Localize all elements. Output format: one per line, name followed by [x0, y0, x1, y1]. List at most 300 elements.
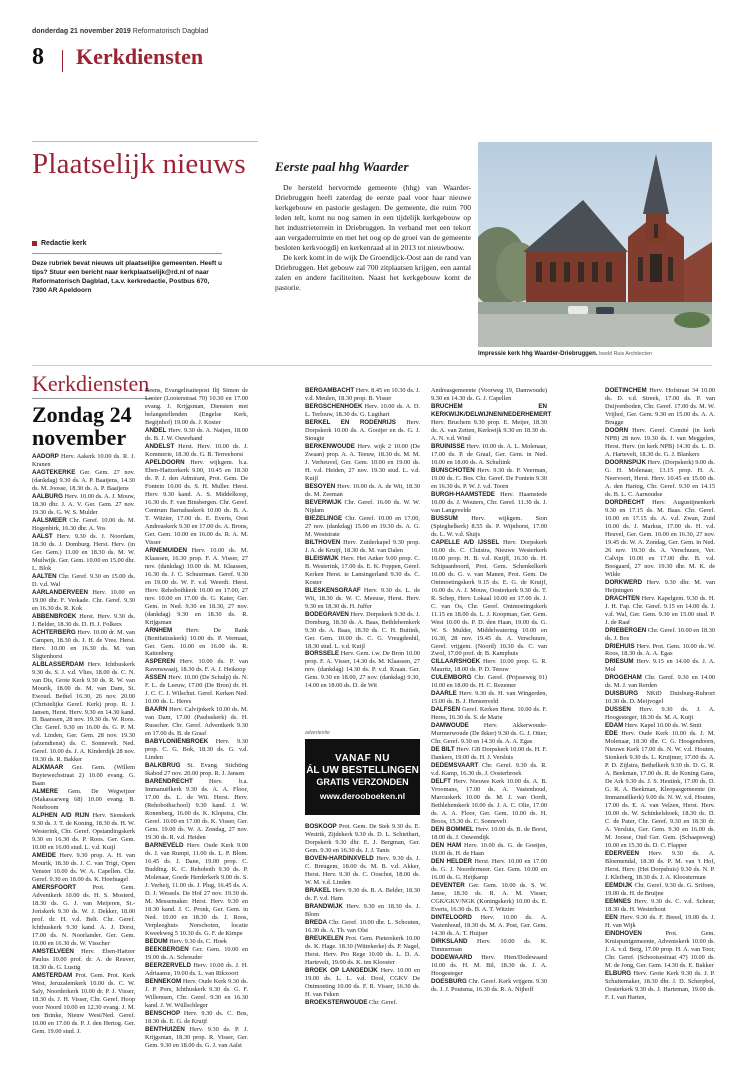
service-listing-entry	[305, 887, 420, 903]
place-name: BERGSCHENHOEK	[305, 402, 363, 410]
place-name: CULEMBORG	[431, 674, 472, 682]
service-details: Ger. Gem. 27 nov. (dankdag) 9.30 ds. A. P. Baaijens, 14.30 ds. M. Joosse, 18.30 ds. A. P. Baaijens	[32, 468, 135, 492]
ad-line-2: ÁL UW BESTELLINGEN	[306, 764, 419, 776]
section-title: Plaatselijk nieuws	[32, 148, 246, 180]
service-details: Herv. Akkerwoude-Murmerwoude (De Ikker) 9.30 ds. G. J. Otter, Chr. Geref. 9.30 en 14.30 ds. A. A. Egas	[431, 722, 547, 746]
service-listing-entry	[605, 579, 715, 595]
service-listing-entry	[145, 427, 248, 443]
service-details: Chr. Geref. 9.30 ds. G. Srifoen, 19.00 ds. H. de Bruijne	[605, 882, 716, 898]
service-listing-entry	[605, 627, 715, 643]
service-listing-entry	[305, 823, 420, 855]
church-impression-image	[478, 142, 712, 347]
service-details: Herv. Kapel 10.00 ds. W. Smit	[624, 722, 702, 730]
place-name: CAPELLE A/D IJSSEL	[431, 538, 500, 546]
masthead-date: donderdag 21 november 2019	[32, 28, 131, 35]
service-details: Chr. Geref. 10.00 ds. M. Hogenbirk, 16.30 dhr. A. Vos	[32, 516, 136, 532]
place-name: BREUKELEN	[305, 934, 344, 942]
service-listing-entry	[32, 493, 135, 517]
service-details: Chr. Geref. 16.00 ds. W. W. Nijdam	[305, 498, 420, 514]
redactie-box	[32, 240, 258, 295]
service-listing-entry	[431, 515, 547, 539]
service-details: Herv. 9.30 ds. J. A. Hoogesteger, 18.30 ds. M. A. Kuijt	[605, 706, 716, 722]
service-listing-entry	[32, 661, 135, 765]
service-listing-entry	[145, 1026, 248, 1050]
service-listing-entry	[32, 469, 135, 493]
listing-column-1	[32, 453, 135, 1036]
place-name: EDAM	[605, 722, 624, 730]
place-name: BERGAMBACHT	[305, 387, 355, 394]
listing-column-4	[431, 387, 552, 994]
place-name: DAARLE	[431, 690, 457, 698]
service-listing-entry	[431, 746, 547, 762]
redactie-rule	[32, 253, 222, 254]
section-rule	[32, 141, 258, 142]
service-details: Herv. Aakerk 10.00 ds. R. J. Kranen	[32, 453, 135, 468]
service-listing-entry	[605, 658, 715, 674]
place-name: EEMNES	[605, 898, 632, 905]
service-details: Herv. 10.00 ds. J. H. Adriaanse, 19.00 ds. L. van Rikxoort	[145, 961, 248, 977]
service-details: Chr. Geref. 9.30 ds. R. v.d. Kamp, 16.30 ds. J. Oosterbroek	[431, 762, 547, 778]
service-details: Herv. 9.30 ds. F. Breed, 19.00 ds. J. H. van Wijk	[605, 913, 716, 929]
place-name: ANDELST	[145, 442, 175, 450]
service-details: Prot. Gem. Kruispuntgemeente, Adventskerk 10.00 ds. J. A. v.d. Berg, 17.00 prop. H. A. van Toor, Chr. Geref. (Schootsestraat 47) 10.00 ds. M. de Jong, Ger. Gem. 14.30 ds. E. Bakker	[605, 929, 715, 969]
rubric-header	[32, 44, 712, 84]
service-listing-entry	[305, 587, 420, 611]
place-name: DORKWERD	[605, 578, 643, 586]
service-listing-entry	[605, 722, 715, 730]
place-name: DOETINCHEM	[605, 387, 647, 394]
service-listing-entry	[145, 706, 248, 738]
service-details: Herv. 8.45 en 10.30 ds. J. v.d. Meulen, 18.30 prop. B. Visser	[305, 387, 421, 402]
ad-line-3: GRATIS VERZONDEN	[316, 776, 409, 787]
service-listing-entry	[32, 533, 135, 573]
square-bullet-icon	[32, 241, 37, 246]
place-name: AALSMEER	[32, 516, 67, 524]
place-name: EDE	[605, 730, 618, 738]
service-details: Herv. 10.00 ds. A. J. Mouw, 18.30 dhr. J. A. V. Ger. Gem. 27 nov. 19.30 ds. G. W. S. Mulder	[32, 492, 135, 516]
place-name: ALPHEN A/D RIJN	[32, 812, 90, 820]
service-details: Herv. 9.30 ds. A. Bloemendal, 18.30 ds. P. M. van 't Hof, Herst. Herv. (Het Dorpshuis) 9.30 ds. N. P. J. Kleiberg, 18.30 ds. J. A. Kloosterman	[605, 850, 715, 882]
place-name: ELBURG	[605, 969, 632, 977]
service-details: Herv. Nieuwe Kerk 10.00 ds. A. B. Vroomans, 17.00 ds. A. Vastenhoud, Marcuskerk 10.00 ds. M. J. van Oordt, Bethlehemkerk 10.00 ds. J. A. C. Olie, 17.00 ds. A. A. Floor, Ger. Gem. 10.00 ds. H. Broos, 15.30 ds. C. Sonnevelt	[431, 778, 547, 826]
place-name: DE BILT	[431, 746, 455, 754]
place-name: DRIESUM	[605, 658, 634, 666]
service-listing-entry	[145, 938, 248, 946]
service-listing-entry	[32, 852, 135, 884]
service-details: Herv. 9.30 prop. A. H. van Mourik, 18.30 ds. J. C. van Trigt, Open Venster 10.00 ds. W. A. Capellen. Chr. Geref. 9.30 en 18.00 ds. K. Hoefnagel	[32, 852, 135, 884]
service-listing-entry	[605, 459, 715, 499]
place-name: BENSCHOP	[145, 1009, 181, 1017]
place-name: DRIEBERGEN	[605, 626, 647, 634]
service-listing-entry	[305, 903, 420, 919]
service-details: Chr. Geref. 10.00 en 17.00, 27 nov. (dankdag) 15.00 en 19.30 ds. A. G. M. Weststrate	[305, 514, 420, 538]
service-details: St. Evang. Stichting Ikabod 27 nov. 20.00 prop. R. J. Jansen	[145, 762, 248, 778]
service-details: Herv. b.a. Immanuëlkerk 9.30 ds. A. A. Floor, 17.00 ds. L. de Wit. Herst. Herv. (Rehobothschool) 9.30 kand. J. W. Ronenberg, 16.00 ds. K. Klopstra, Chr. Geref. 10.00 en 17.00 ds. K. Visser, Ger. Gem. 19.00 ds. W. A. Zondag, 27 nov. 19.30 ds. R. v.d. Heiden	[145, 778, 248, 842]
place-name: BERKENWOUDE	[305, 442, 355, 450]
service-details: Herv. 9.30 ds. H. van Wingerden, 15.00 ds. B. J. Hensenveld	[431, 690, 547, 706]
service-details: Ger. Gem. 10.00 ds. S. W. Janse, 18.30 ds. R. A. M. Visser, CGK/GKV/NGK (Koningskerk) 10.00 ds. E. Everts, 16.30 ds. B. A. T. Witzier	[431, 882, 547, 913]
place-name: AARLANDERVEEN	[32, 588, 88, 596]
rubric-title: Kerkdiensten	[76, 44, 204, 69]
service-details: Herv. 9.30 ds. J. C. Breugem, 18.00 ds. M. B. v.d. Akker, Herst. Herv. 9.30 ds. C. Ooschot, 18.00 ds. W. M. v.d. Linden	[305, 854, 420, 886]
place-name: BENNEKOM	[145, 977, 182, 985]
service-details: Chr. Geref. Kerk vrijgem. 9.30 ds. J. J. Poutsma, 16.30 ds. R. A. Nijhoff	[431, 977, 547, 993]
service-details: Herv. 9.30 ds. P. Veerman, 19.00 ds. C. Bos. Chr. Geref. De Fontein 9.30 en 16.30 ds. P. W. J. v.d. Toorn	[431, 466, 547, 490]
service-details: Herv. Bruchem 9.30 prop. E. Meijer, 18.30 ds. A. van Zetten, Kerkwijk 9.30 en 18.30 ds. A. N. v.d. Wind	[431, 418, 547, 442]
place-name: BEERZERVELD	[145, 961, 191, 969]
place-name: DEN HAM	[431, 842, 462, 850]
place-name: ACHTERBERG	[32, 628, 76, 636]
service-details: Herv. Grote Kerk 9.30 ds. J. P. Schuitemaker, 18.30 dhr. J. D. Scherpbol, Oosterkerk 9.30 ds. J. Harteman, 19.00 ds. F. J. van Harten,	[605, 969, 715, 1001]
service-details: Herv. wijk 2 10.00 (De Zwaan) prop. A. A. Teeuw, 18.30 ds. M. M. J. Verheuvel, Ger. Gem. 10.00 en 19.00 ds. H. v.d. Heiden, 27 nov. 19.30 stud. L. v.d. Kuijl	[305, 442, 420, 482]
place-name: BROEKSTERWOUDE	[305, 998, 368, 1006]
redactie-label	[32, 240, 258, 247]
place-name: DINTELOORD	[431, 913, 472, 921]
place-name: BRAKEL	[305, 886, 331, 894]
service-details: Herv. 9.30 ds. L. de Wit, 18.30 ds. W. C. Meeuse, Herst. Herv. 9.30 en 18.30 ds. H. Juffer	[305, 586, 420, 610]
service-listing-entry	[431, 491, 547, 515]
service-details: Herv. Eben-Haëzer Paulus 10.00 prof. dr. A. de Reuver, 18.30 ds. G. Lustig	[32, 948, 135, 971]
place-name: DORDRECHT	[605, 498, 645, 506]
service-details: Herv. 10.00 ds. P. van Ravenswaaij, 18.30 ds. F. A. J. Heikoop	[145, 658, 248, 674]
service-details: Herv. Gem. i.w. De Bron 10.00 prop. F. A. Visser, 14.30 ds. M. Klaassen, 27 nov. (dankdag) 14.30 ds. P. v.d. Kraan. Ger. Gem. 9.30 en 18.00, 27 nov. (dankdag) 9.30, 14.00 en 18.00 ds. D. de Wit	[305, 650, 420, 690]
service-details: Herv. 9.30 en 18.30 ds. J. Blom	[305, 902, 421, 918]
service-details: Herv. wijkgem. Sion (Spieghelkerk) 8.55 ds. P. Wijnhorst, 17.00 ds. L. W. v.d. Sluijs	[431, 514, 547, 538]
service-listing-entry	[32, 453, 135, 469]
service-details: Chr. Geref. 10.00 dhr. L. Schouten, 16.30 ds. A. Th. van Olst	[305, 918, 420, 934]
service-listing-entry	[32, 788, 135, 812]
advertisement-banner[interactable]	[305, 739, 420, 815]
service-details: Herv. Ichthuskerk 9.30 ds. S. J. v.d. Vlies, 18.00 ds. C. N. van Dis, Grote Kerk 9.30 ds. R. W. van Mourik, 18.00 ds. M. van Dam, St. Ewoud. Bethel 16.30, 26 nov. 20.00 (Christelijke Geref. Kerk) prop. R. J. Jansen, Herst. Herv. 9.30 en 14.30 kand. D. Baarssen, 28 nov. 19.30 ds. W. Roos. Chr. Geref. 9.30 en 16.00 ds. G. P. M. v.d. Linden, Ger. Gem. 28 nov. 19.30 (afzendienst) ds. C. Sonnevelt. Ned. Geref. 10.00 ds. J. A. Kinderdijk 28 nov. 19.30 ds. R. Bakker	[32, 660, 135, 764]
service-details: Prot. Gem. Adventkerk 10.00 ds. H. S. Mosterd, 18.30 ds. G. J. van Meijeren, St.-Joriskerk 9.30 ds. W. J. Dekker, 18.00 prof. dr. H. v.d. Belt. Chr. Geref. Ichthuskerk 9.30 kand. A. J. Dorst, 17.00 ds. N. Noorlander. Ger. Gem. 10.00 en 16.30 ds. W. Visscher	[32, 884, 135, 948]
service-details: Chr. Geref. 9.30 en 15.00 ds. D. v.d. Wal	[32, 572, 135, 588]
place-name: BUSSUM	[431, 514, 458, 522]
place-name: DOORNSPIJK	[605, 458, 646, 466]
service-details: Ger. Gem. (Willem Buytewechstraat 2) 10.00 evang. G. Baan	[32, 764, 136, 788]
service-listing-entry	[431, 882, 547, 914]
service-listing-entry	[431, 954, 547, 978]
service-listing-entry	[605, 930, 715, 970]
service-listing-entry	[431, 443, 547, 467]
service-details: Herst. Herv. 10.00 ds. J. Kommerie, 18.30 ds. G. B. Terreehorst	[145, 442, 248, 458]
service-listing-entry	[305, 919, 420, 935]
service-listing-entry	[145, 762, 248, 778]
service-listing-entry	[431, 778, 547, 826]
service-details: Herv. 9.30 ds. P. J. Krijgsman, 18.30 prop. R. Visser, Ger. Gem. 9.30 en 18.00 ds. G. J. van Aalst	[145, 1025, 248, 1049]
service-details: Herv. Zuiderkapel 9.30 prop. J. A. de Kruijf, 18.30 ds. M. van Dalen	[305, 538, 420, 554]
service-details: Herv. 9.30 prop. C. G. Bok, 18.30 ds. G. v.d. Linden	[145, 738, 248, 762]
service-details: Herv. Oude Kerk 10.00 ds. J. M. Molenaar, 18.30 dhr. C. G. Hoogendoorn, Nieuwe Kerk 17.00 ds. N. W. v.d. Houten, Sionkerk 9.30 ds. L. Kruijmer, 17.00 ds. A. P. D. Zijlstra, Bethelkerk 9.30 ds. D. G. R. A. Beekman, 17.00 ds. R. de Koning Gans, De Ark 9.30 ds. J. S. Heutink, 17.00 ds. D. G. R. A. Beekman, Kleopasgemeente (in Immanuëlkerk) 9.00 ds. N. W. v.d. Houten, 17.00 ds. E. A. van Velzen, Herst. Herv. 10.00 ds. W. Schinkelshoek, 18.30 ds. D. C. de Pater, Chr. Geref. 9.30 en 18.30 dr. A. Versluis, Ger. Gem. 9.30 en 16.00 ds. M. Joosse, Oud Ger. Gem. (Schaapsweg) 10.00 en 15.30 ds. D. C. Flapper	[605, 730, 716, 850]
place-name: BEVERWIJK	[305, 498, 342, 506]
place-name: AADORP	[32, 453, 59, 460]
service-details: Herv. De Rank (Bonifatiuskerk) 10.00 ds. P. Vermaat, Ger. Gem. 10.00 en 16.00 ds. R. Kattenberg	[145, 626, 248, 658]
service-details: Herv. 10.00 ds. A. L. Molenaar, 17.00 ds. P. de Graaf, Ger. Gem. in Ned. 10.00 en 18.00 ds. A. Schultink	[431, 442, 548, 466]
place-name: AAGTEKERKE	[32, 468, 76, 476]
section-divider	[32, 365, 712, 366]
service-listing-entry	[145, 778, 248, 842]
place-name: BIEZELINGE	[305, 514, 343, 522]
service-listing-entry	[305, 555, 420, 587]
service-details: Ger. Gem. 10.00 en 19.00 ds. A. Schreuder	[145, 945, 248, 961]
place-name: ABBENBROEK	[32, 612, 77, 620]
service-listing-entry	[431, 842, 547, 858]
service-details: Herv. Oude Kerk 9.30 ds. J. P. Pors, Ichthuskerk 9.30 ds. G. F. Willemsen, Chr. Geref. 9.30 en 16.30 kand. J. W. Wüllschleger	[145, 977, 248, 1009]
service-details: Herv. Prot. Gem. 10.00 ds. W. Roos, 18.30 ds. A. A. Egas	[605, 642, 715, 658]
ad-url[interactable]: www.derooboeken.nl	[319, 791, 406, 802]
place-name: EEMDIJK	[605, 882, 633, 890]
place-name: DOESBURG	[431, 977, 467, 985]
place-name: ARNHEM	[145, 626, 173, 634]
place-name: BRUCHEM EN KERKWIJK/DELWIJNEN/NEDERHEMERT	[431, 402, 552, 418]
service-listing-entry	[605, 643, 715, 659]
listing-column-2	[145, 387, 248, 1050]
service-details: Herv. Geref. Comité (in kerk NPB) 28 nov. 19.30 ds. J. van Meggelen, Herst. Herv. (in kerk NPB) 14.30 ds. L. D. A. Hartevelt, 18.30 ds. G. J. Blankers	[605, 426, 715, 458]
place-name: ANDEL	[145, 426, 167, 434]
service-listing-entry	[605, 387, 715, 427]
place-name: DEN BOMMEL	[431, 826, 474, 834]
service-listing-entry	[605, 914, 715, 930]
service-listing-entry	[431, 706, 547, 722]
place-name: DUSSEN	[605, 706, 631, 714]
service-details: Herv. 9.30 dhr. M. van Heijningen	[605, 578, 715, 594]
service-details: Herv. 9.30 ds. C. Hoek	[169, 937, 227, 945]
place-name: AALBURG	[32, 492, 63, 500]
church-illustration	[478, 142, 712, 347]
service-listing-entry	[145, 627, 248, 659]
place-name: ASSEN	[145, 674, 167, 682]
page-number: 8	[32, 44, 44, 70]
service-details: Herv. Hofstraat 34 10.00 ds. D. v.d. Streek, 17.00 ds. P. van Duijvenboden, Chr. Geref. 17.00 ds. M. W. Vrijhof, Ger. Gem. 9.30 en 15.00 ds. A. A. Brugge	[605, 387, 715, 426]
service-details: Herv. 10.00 ds. K. Timmerman	[431, 937, 547, 953]
place-name: BURGH-HAAMSTEDE	[431, 490, 495, 498]
service-listing-entry	[32, 948, 135, 972]
place-name: BOSKOOP	[305, 823, 337, 830]
place-name: AMSTERDAM	[32, 971, 73, 979]
service-details: Herv. Kapelgem. 9.30 ds. H. J. H. Fap. Chr. Geref. 9.15 en 14.00 ds. J. v.d. Wal, Ger. Gem. 9.30 en 15.00 stud. P. J. de Raaf	[605, 594, 715, 626]
place-name: DAMWOUDE	[431, 722, 469, 730]
ad-line-1: VANAF NU	[335, 752, 390, 764]
service-listing-entry	[145, 387, 248, 427]
place-name: DELFT	[431, 778, 451, 786]
place-name: APELDOORN	[145, 458, 185, 466]
service-details: Herv. 10.00 en 19.00 ds. L. L. v.d. Dool, CGKV De Ontmoeting 10.00 ds. F. R. Visser, 16.30 ds. H. van Feken	[305, 966, 420, 998]
place-name: BEDUM	[145, 937, 168, 945]
place-name: AMEIDE	[32, 852, 57, 860]
service-details: Chr. Geref. 9.30 en 14.00 ds. M. J. van Rerden	[605, 674, 715, 690]
service-listing-entry	[605, 970, 715, 1002]
service-details: Herv. 10.00 ds. G. de Goeijen, 19.00 ds. H. de Haan	[431, 842, 548, 858]
advertisement-label: advertentie	[305, 730, 330, 736]
service-details: Herv. 9.30 ds. C. v.d. Scheur, 18.30 ds. H. Westerhout	[605, 898, 716, 913]
service-listing-entry	[431, 722, 547, 746]
service-listing-entry	[305, 999, 420, 1007]
caption-text: Impressie kerk hhg Waarder-Driebruggen.	[478, 351, 598, 357]
service-details: Herv. 9.15 en 14.00 ds. J. A. Mol	[605, 658, 715, 674]
place-name: DALFSEN	[431, 706, 461, 714]
place-name: BORSSELE	[305, 650, 340, 658]
service-listing-entry	[431, 826, 547, 842]
place-name: AMERSFOORT	[32, 884, 76, 892]
service-details: Herv. 10.00 (De Schulp) ds. N. F. L. de Leeuw, 17.00 (De Bron) dr. H. J. C. C. J. Wilschut. Geref. Kerken Ned. 10.00 ds. L. Heres	[145, 674, 248, 706]
service-details: Herv. 9.30 ds. B. A. Belder, 18.30 ds. F. v.d. Ham	[305, 886, 420, 902]
service-listing-entry	[605, 690, 715, 706]
service-listing-entry	[605, 882, 715, 898]
service-listing-entry	[32, 613, 135, 629]
place-name: ALBLASSERDAM	[32, 660, 84, 668]
service-listing-entry	[145, 658, 248, 674]
service-listing-entry	[32, 589, 135, 613]
place-name: DRIEHUIS	[605, 642, 635, 650]
place-name: DIRKSLAND	[431, 937, 468, 945]
service-listing-entry	[305, 515, 420, 539]
service-details: Herv. Sionskerk 9.30 ds. J. T. de Koning, 18.30 ds. H. W. Westerink, Chr. Geref. Opstandingskerk 9.30 en 16.30 ds. P. Roos. Ger. Gem. 10.00 en 16.00 stud. L. v.d. Kuijl	[32, 812, 135, 852]
service-details: Prot. Gem. Prot. Kerk West, Jeruzalemkerk 10.00 ds. C. W. Saly, Noorderkerk 10.00 dr. P. J. Visser, 18.30 ds. J. H. Visser, Chr. Geref. Hoop voor Noord 10.00 en 12.30 evang. J. M. ten Brinke, Nieuw West/Ned. Geref. 10.00 en 17.00 ds. P. J. den Hertog. Ger. Gem. 19.00 stud. J.	[32, 971, 135, 1035]
service-listing-entry	[605, 427, 715, 459]
service-listing-entry	[145, 842, 248, 938]
service-listing-entry	[145, 738, 248, 762]
service-details: Chr. Geref. 10.00 en 18.30 ds. J. Bos	[605, 626, 715, 642]
service-listing-entry	[32, 884, 135, 948]
place-name: BODEGRAVEN	[305, 610, 349, 618]
service-listing-entry	[431, 938, 547, 954]
service-details: Chr. Geref.	[369, 998, 398, 1006]
service-details: Herv. 9.30 ds. J. Noordam, 18.30 ds. J. Domburg. Herst. Herv. (in Ger. Gem.) 11.00 en 18.30 ds. M. W. Muilwijk. Ger. Gem. 10.00 en 15.00 dhr. L. Blok	[32, 532, 136, 572]
service-details: NKiD Duisburg-Ruhrort 10.30 ds. D. Meijvogel	[605, 690, 715, 706]
listing-column-3b	[305, 823, 420, 1007]
service-listing-entry	[305, 611, 420, 651]
photo-credit: beeld Ruis Architecten	[599, 351, 652, 357]
place-name: ASPEREN	[145, 658, 175, 666]
service-details: Herv. Augustijnenkerk 9.30 en 17.15 ds. M. Baas. Chr. Geref. 10.00 en 17.15 ds. A. v.d. Zwan, Zuid 10.00 ds. J. Markus, 17.00 ds. H. v.d. Heuvel, Ger. Gem. 10.00 en 16.30, 27 nov. 19.45 ds. W. A. Zondag, Ger. Gem. in Ned. 26 nov. 19.30 ds. A. Verschuure, Ver. Calvijn 10.00 en 17.00 dhr. B. v.d. Boogaard, 27 nov. 19.30 dhr. M. K. de Wilde	[605, 498, 715, 578]
photo-caption	[478, 351, 718, 357]
service-listing-entry	[145, 978, 248, 1010]
place-name: BAARN	[145, 706, 168, 714]
service-listing-entry	[145, 459, 248, 547]
article-paragraph: De kerk komt in de wijk De Groendijck-Oost aan de rand van Driebruggen. Het gebouw zal 700 zitplaatsen krijgen, een aantal zalen en andere faciliteiten. Naast het kerkgebouw komt de pastorie.	[275, 253, 471, 293]
place-name: BOVEN-HARDINXVELD	[305, 854, 374, 862]
service-listing-entry	[431, 387, 547, 403]
service-listing-entry	[431, 658, 547, 674]
place-name: BABYLONIËNBROEK	[145, 738, 209, 746]
place-name: ARNEMUIDEN	[145, 546, 187, 554]
service-listing-entry	[145, 1010, 248, 1026]
service-details: Herv. Dorpskerk 10.00 ds. C. Cluistra, Nieuwe Westerkerk 10.00 prop. H. B. v.d. Knijff, 16.30 ds. H. Schipaanboord, Prot. Gem. Schenkelkerk 10.00 ds. G. v. van Manen, Prot. Gem. De Ontmoetingskerk 9.15 ds. E. G. de Kruijf, 16.00 ds. A. J. Mouw, Oosterkerk 9.30 ds. T. R. Schep, Herv. Lokaal 10.00 en 17.00 ds. J. C. van Os, Chr. Geref. Ontmoetingskerk 11.15 en 18.00 ds. L. J. Koopman, Ger. Gem. West 10.00 ds. P. D. den Haan, 19.00 ds. G. W. S. Mulder, Middelwatering 10.00 en 16.30, 28 nov. 19.45 ds. A. Verschuure, Geref. vrijgem. (Noord) 10.30 ds. C. van Zwol, 17.00 prof. dr. B. Kamphuis	[431, 538, 547, 658]
service-details: Herv. GB Dorpskerk 10.00 ds. H. F. Dankers, 19.00 ds. H. J. Versluis	[431, 746, 547, 762]
service-listing-entry	[305, 483, 420, 499]
service-listing-entry	[32, 972, 135, 1036]
service-details: Gem. De Wegwijzer (Makassarweg 68) 10.00 evang. B. Noteboom	[32, 788, 135, 812]
service-listing-entry	[605, 850, 715, 882]
place-name: EINDHOVEN	[605, 929, 642, 937]
service-listing-entry	[431, 539, 547, 659]
place-name: AALTEN	[32, 572, 57, 580]
service-listing-entry	[431, 402, 552, 443]
service-listing-entry	[305, 419, 420, 443]
place-name: DRACHTEN	[605, 594, 640, 602]
service-listing-entry	[605, 499, 715, 579]
service-listing-entry	[431, 858, 547, 882]
service-listing-entry	[305, 650, 420, 690]
service-listing-entry	[305, 443, 420, 483]
redactie-label-text: Redactie kerk	[41, 240, 87, 247]
place-name: BEEKBERGEN	[145, 945, 189, 953]
service-details: Herv. 10.00 ds. A. de Wit, 18.30 ds. M. Zeeman	[305, 482, 420, 498]
service-listing-entry	[145, 443, 248, 459]
service-listing-entry	[605, 674, 715, 690]
service-details: Herv. 10.00 en 19.00 dhr. F. Verkade. Chr. Geref. 9.30 en 16.30 ds. R. Kok	[32, 588, 136, 612]
place-name: BUNSCHOTEN	[431, 466, 475, 474]
service-listing-entry	[145, 674, 248, 706]
service-listing-entry	[145, 962, 248, 978]
service-listing-entry	[431, 914, 547, 938]
place-name: BROEK OP LANGEDIJK	[305, 966, 378, 974]
place-name: BALKBRUG	[145, 762, 181, 770]
service-details: Prot. Gem. De Stek 9.30 ds. E. Westrik, Zijdekerk 9.30 ds. D. L. Schiethart, Dorpskerk 9.30 dhr. E. J. Bergman, Ger. Gem. 9.30 en 16.30 ds. J. J. Tanis	[305, 823, 421, 854]
place-name: DROGEHAM	[605, 674, 642, 682]
service-details: Herst. Herv. 9.30 ds. J. Belder, 18.30 ds. D. H. J. Folkers	[32, 612, 135, 628]
service-details: Herv. Calvijnkerk 10.00 ds. M. van Dam, 17.00 (Pauluskerk) ds. H. Russcher. Chr. Geref. Adventkerk 9.30 en 17.00 ds. B. de Graaf	[145, 706, 248, 738]
place-name: BARENDRECHT	[145, 778, 193, 786]
service-details: Chr. Geref. (Prijsseweg 91) 10.00 en 18.00 ds. H. C. Rezemer	[431, 674, 548, 690]
place-name: BRANDWIJK	[305, 902, 343, 910]
service-listing-entry	[605, 730, 715, 850]
news-article	[275, 159, 471, 293]
service-details: Herv. Haamstede 10.00 ds. J. Wouters, Chr. Geref. 11.30 ds. J. van Langevelde	[431, 490, 547, 514]
service-listing-entry	[605, 898, 715, 914]
service-details: Herv. 10.00 ds. B. de Borst, 18.00 ds. J. Ouwendijk	[431, 826, 548, 842]
place-name: ALMERE	[32, 788, 59, 796]
service-listing-entry	[32, 517, 135, 533]
service-listing-entry	[605, 706, 715, 722]
place-name: EEN	[605, 913, 618, 921]
kerkdiensten-date: Zondag 24 november	[32, 402, 132, 451]
place-name: AALST	[32, 532, 53, 540]
article-paragraph: De hersteld hervormde gemeente (hhg) van Waarder-Driebruggen heeft zaterdag de eerste paal voor haar nieuwe kerkgebouw en pastorie geslagen. De gemeente, die ruim 700 leden telt, komt nu nog samen in een tijdelijk kerkgebouw op het industrieterrein in Driebruggen. In verband met een tekort aan vergaderruimte en met het oog op de groei van de gemeente besloten kerkvoogdij en kerkenraad al in 2013 tot nieuwbouw.	[275, 183, 471, 253]
service-listing-entry	[305, 935, 420, 967]
place-name: BLEISWIJK	[305, 554, 339, 562]
place-name: BARNEVELD	[145, 842, 184, 850]
place-name: DUISBURG	[605, 690, 639, 698]
service-details: Herv. Hien/Dodewaard 10.00 ds. H. M. Bil, 18.30 ds. J. A. Hoogesteger	[431, 953, 548, 977]
place-name: BLESKENSGRAAF	[305, 586, 361, 594]
service-listing-entry	[305, 967, 420, 999]
place-name: BESOYEN	[305, 482, 336, 490]
service-details: Herst. Herv. 10.00 en 17.00 ds. G. J. Noordermeer. Ger. Gem. 10.00 en 16.00 ds. G. Heijkamp	[431, 858, 547, 882]
service-listing-entry	[431, 690, 547, 706]
service-details: Herv. 10.00 dr. M. van Campen, 18.30 ds. J. H. de Vree. Herst. Herv. 10.00 en 16.30 ds. M. van Sligtenhorst	[32, 628, 135, 660]
rubric-divider	[62, 50, 63, 72]
service-details: Herv. 10.00 ds. A. Vastenhoud, 18.30 ds. M. A. Post, Ger. Gem. 14.30 ds. A. T. Huijser	[431, 913, 548, 937]
place-name: DOORN	[605, 426, 629, 434]
redactie-body: Deze rubriek bevat nieuws uit plaatselijke gemeenten. Heeft u tips? Stuur een bericht naar kerkplaatselijk@rd.nl of naar Reformatorisch Dagblad, t.a.v. kerkredactie, Postbus 670, 7300 AR Apeldoorn	[32, 260, 223, 295]
listing-column-3	[305, 387, 420, 690]
service-listing-entry	[305, 855, 420, 887]
service-listing-entry	[145, 946, 248, 962]
service-listing-entry	[431, 467, 547, 491]
place-name: AMSTELVEEN	[32, 948, 74, 956]
service-listing-entry	[431, 674, 547, 690]
service-listing-entry	[605, 595, 715, 627]
place-name: BILTHOVEN	[305, 538, 341, 546]
place-name: DODEWAARD	[431, 953, 473, 961]
place-name: ALKMAAR	[32, 764, 64, 772]
service-listing-entry	[305, 387, 420, 403]
place-name: BENTHUIZEN	[145, 1025, 185, 1033]
service-details: Prot. Gem. Pieterskerk 10.00 ds. K. Hage. 18.30 (Wittekerke) ds. P. Nagel, Herst. Herv. Pro Rege 10.00 ds. L. D. A. Hartevelt, 19.00 ds. K. ten Klooster	[305, 934, 420, 966]
service-details: Herv. (Dorpskerk) 9.00 ds. G. H. Molenaar, 13.15 prop. H. A. Neervoort, Herst. Herv. 10.45 en 15.00 ds. A. den Hartog, Chr. Geref. 9.30 en 14.15 ds. B. L. C. Aarnoudse	[605, 458, 715, 498]
place-name: EDERVEEN	[605, 850, 639, 858]
service-details: Herv. 10.00 ds. A. D. L. Terlouw, 18.30 ds. G. Lugthart	[305, 402, 420, 418]
